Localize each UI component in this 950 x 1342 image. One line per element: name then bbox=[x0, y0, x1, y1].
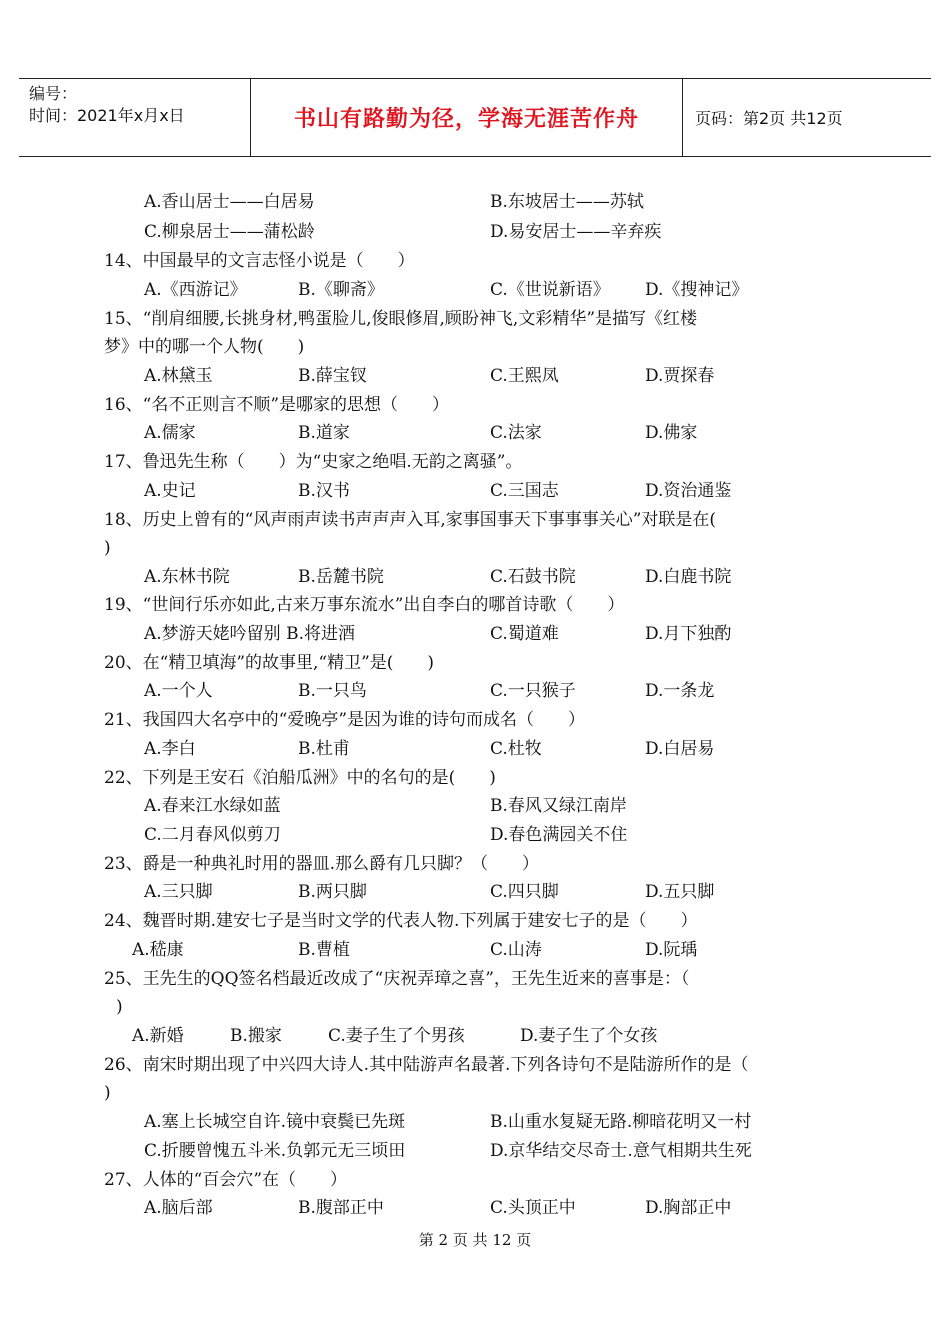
option[interactable]: D.京华结交尽奇士.意气相期共生死 bbox=[490, 1141, 752, 1161]
question-text: 19、“世间行乐亦如此,古来万事东流水”出自李白的哪首诗歌（ ） bbox=[104, 595, 625, 615]
option[interactable]: B.山重水复疑无路.柳暗花明又一村 bbox=[490, 1112, 752, 1132]
option[interactable]: A.塞上长城空自许.镜中衰鬓已先斑 bbox=[144, 1112, 406, 1132]
option[interactable]: A.三只脚 bbox=[144, 882, 213, 902]
option[interactable]: C.一只猴子 bbox=[490, 681, 576, 701]
option[interactable]: C.蜀道难 bbox=[490, 624, 559, 644]
option[interactable]: B.一只鸟 bbox=[298, 681, 367, 701]
option[interactable]: A.春来江水绿如蓝 bbox=[144, 796, 281, 816]
option[interactable]: B.腹部正中 bbox=[298, 1198, 384, 1218]
option[interactable]: D.胸部正中 bbox=[645, 1198, 732, 1218]
option[interactable]: A.一个人 bbox=[144, 681, 213, 701]
option[interactable]: C.杜牧 bbox=[490, 739, 542, 759]
option[interactable]: C.妻子生了个男孩 bbox=[328, 1026, 465, 1046]
header-page-info: 页码：第2页 共12页 bbox=[695, 109, 843, 128]
option[interactable]: A.东林书院 bbox=[144, 567, 230, 587]
option[interactable]: D.春色满园关不住 bbox=[490, 825, 628, 845]
option[interactable]: C.石鼓书院 bbox=[490, 567, 576, 587]
header-motto: 书山有路勤为径，学海无涯苦作舟 bbox=[251, 79, 683, 156]
question-text-cont: ) bbox=[104, 1083, 111, 1103]
question-text-cont: ) bbox=[116, 997, 123, 1017]
option[interactable]: D.白鹿书院 bbox=[645, 567, 732, 587]
option[interactable]: B.搬家 bbox=[230, 1026, 282, 1046]
option[interactable]: A.脑后部 bbox=[144, 1198, 213, 1218]
question-text: 16、“名不正则言不顺”是哪家的思想（ ） bbox=[104, 395, 450, 415]
question-text: 27、人体的“百会穴”在（ ） bbox=[104, 1170, 348, 1190]
option[interactable]: D.一条龙 bbox=[645, 681, 715, 701]
option[interactable]: D.资治通鉴 bbox=[645, 481, 732, 501]
option[interactable]: C.《世说新语》 bbox=[490, 280, 610, 300]
header-meta bbox=[19, 79, 251, 156]
option[interactable]: D.贾探春 bbox=[645, 366, 715, 386]
option[interactable]: D.白居易 bbox=[645, 739, 715, 759]
option[interactable]: C.山涛 bbox=[490, 940, 542, 960]
question-text: 22、下列是王安石《泊船瓜洲》中的名句的是( ) bbox=[104, 768, 496, 788]
option[interactable]: C.头顶正中 bbox=[490, 1198, 576, 1218]
question-text: 21、我国四大名亭中的“爱晚亭”是因为谁的诗句而成名（ ） bbox=[104, 710, 586, 730]
option[interactable]: A.李白 bbox=[144, 739, 196, 759]
option[interactable]: C.法家 bbox=[490, 423, 542, 443]
serial-label: 编号： bbox=[29, 84, 78, 103]
question-text: 18、历史上曾有的“风声雨声读书声声声入耳,家事国事天下事事事关心”对联是在( bbox=[104, 510, 717, 530]
question-text: 23、爵是一种典礼时用的器皿.那么爵有几只脚？（ ） bbox=[104, 854, 540, 874]
option[interactable]: B.杜甫 bbox=[298, 739, 350, 759]
option[interactable]: B.汉书 bbox=[298, 481, 350, 501]
question-text: 17、鲁迅先生称（ ）为“史家之绝唱.无韵之离骚”。 bbox=[104, 452, 523, 472]
option[interactable]: A.新婚 bbox=[132, 1026, 184, 1046]
page-footer: 第 2 页 共 12 页 bbox=[418, 1231, 532, 1249]
question-text-cont: ) bbox=[104, 538, 111, 558]
option[interactable]: D.妻子生了个女孩 bbox=[520, 1026, 658, 1046]
page-header bbox=[19, 78, 931, 157]
option[interactable]: C.王熙凤 bbox=[490, 366, 559, 386]
question-text: 25、王先生的QQ签名档最近改成了“庆祝弄璋之喜”，王先生近来的喜事是：（ bbox=[104, 969, 690, 989]
question-text: 24、魏晋时期.建安七子是当时文学的代表人物.下列属于建安七子的是（ ） bbox=[104, 911, 698, 931]
time-label: 时间：2021年x月x日 bbox=[29, 106, 185, 125]
option[interactable]: D.易安居士——辛弃疾 bbox=[490, 222, 662, 242]
option[interactable]: B.薛宝钗 bbox=[298, 366, 367, 386]
question-text: 14、中国最早的文言志怪小说是（ ） bbox=[104, 251, 415, 271]
option[interactable]: D.《搜神记》 bbox=[645, 280, 749, 300]
option[interactable]: A.嵇康 bbox=[132, 940, 184, 960]
option[interactable]: A.梦游天姥吟留别 B.将进酒 bbox=[144, 624, 355, 644]
question-text: 15、“削肩细腰,长挑身材,鸭蛋脸儿,俊眼修眉,顾盼神飞,文彩精华”是描写《红楼 bbox=[104, 309, 698, 329]
option[interactable]: A.林黛玉 bbox=[144, 366, 213, 386]
option[interactable]: A.史记 bbox=[144, 481, 196, 501]
question-text: 20、在“精卫填海”的故事里,“精卫”是( ) bbox=[104, 653, 435, 673]
question-text: 26、南宋时期出现了中兴四大诗人.其中陆游声名最著.下列各诗句不是陆游所作的是（ bbox=[104, 1055, 749, 1075]
option[interactable]: C.四只脚 bbox=[490, 882, 559, 902]
option[interactable]: D.月下独酌 bbox=[645, 624, 732, 644]
option[interactable]: C.三国志 bbox=[490, 481, 559, 501]
option[interactable]: B.春风又绿江南岸 bbox=[490, 796, 627, 816]
option[interactable]: B.道家 bbox=[298, 423, 350, 443]
option[interactable]: B.岳麓书院 bbox=[298, 567, 384, 587]
option[interactable]: A.儒家 bbox=[144, 423, 196, 443]
option[interactable]: B.两只脚 bbox=[298, 882, 367, 902]
option[interactable]: D.阮瑀 bbox=[645, 940, 698, 960]
option[interactable]: B.《聊斋》 bbox=[298, 280, 384, 300]
option[interactable]: A.香山居士——白居易 bbox=[144, 192, 315, 212]
option[interactable]: C.二月春风似剪刀 bbox=[144, 825, 281, 845]
option[interactable]: D.五只脚 bbox=[645, 882, 715, 902]
option[interactable]: C.柳泉居士——蒲松龄 bbox=[144, 222, 315, 242]
option[interactable]: B.曹植 bbox=[298, 940, 350, 960]
option[interactable]: C.折腰曾愧五斗米.负郭元无三顷田 bbox=[144, 1141, 406, 1161]
option[interactable]: B.东坡居士——苏轼 bbox=[490, 192, 644, 212]
option[interactable]: D.佛家 bbox=[645, 423, 698, 443]
question-text-cont: 梦》中的哪一个人物( ) bbox=[104, 337, 305, 357]
option[interactable]: A.《西游记》 bbox=[144, 280, 247, 300]
